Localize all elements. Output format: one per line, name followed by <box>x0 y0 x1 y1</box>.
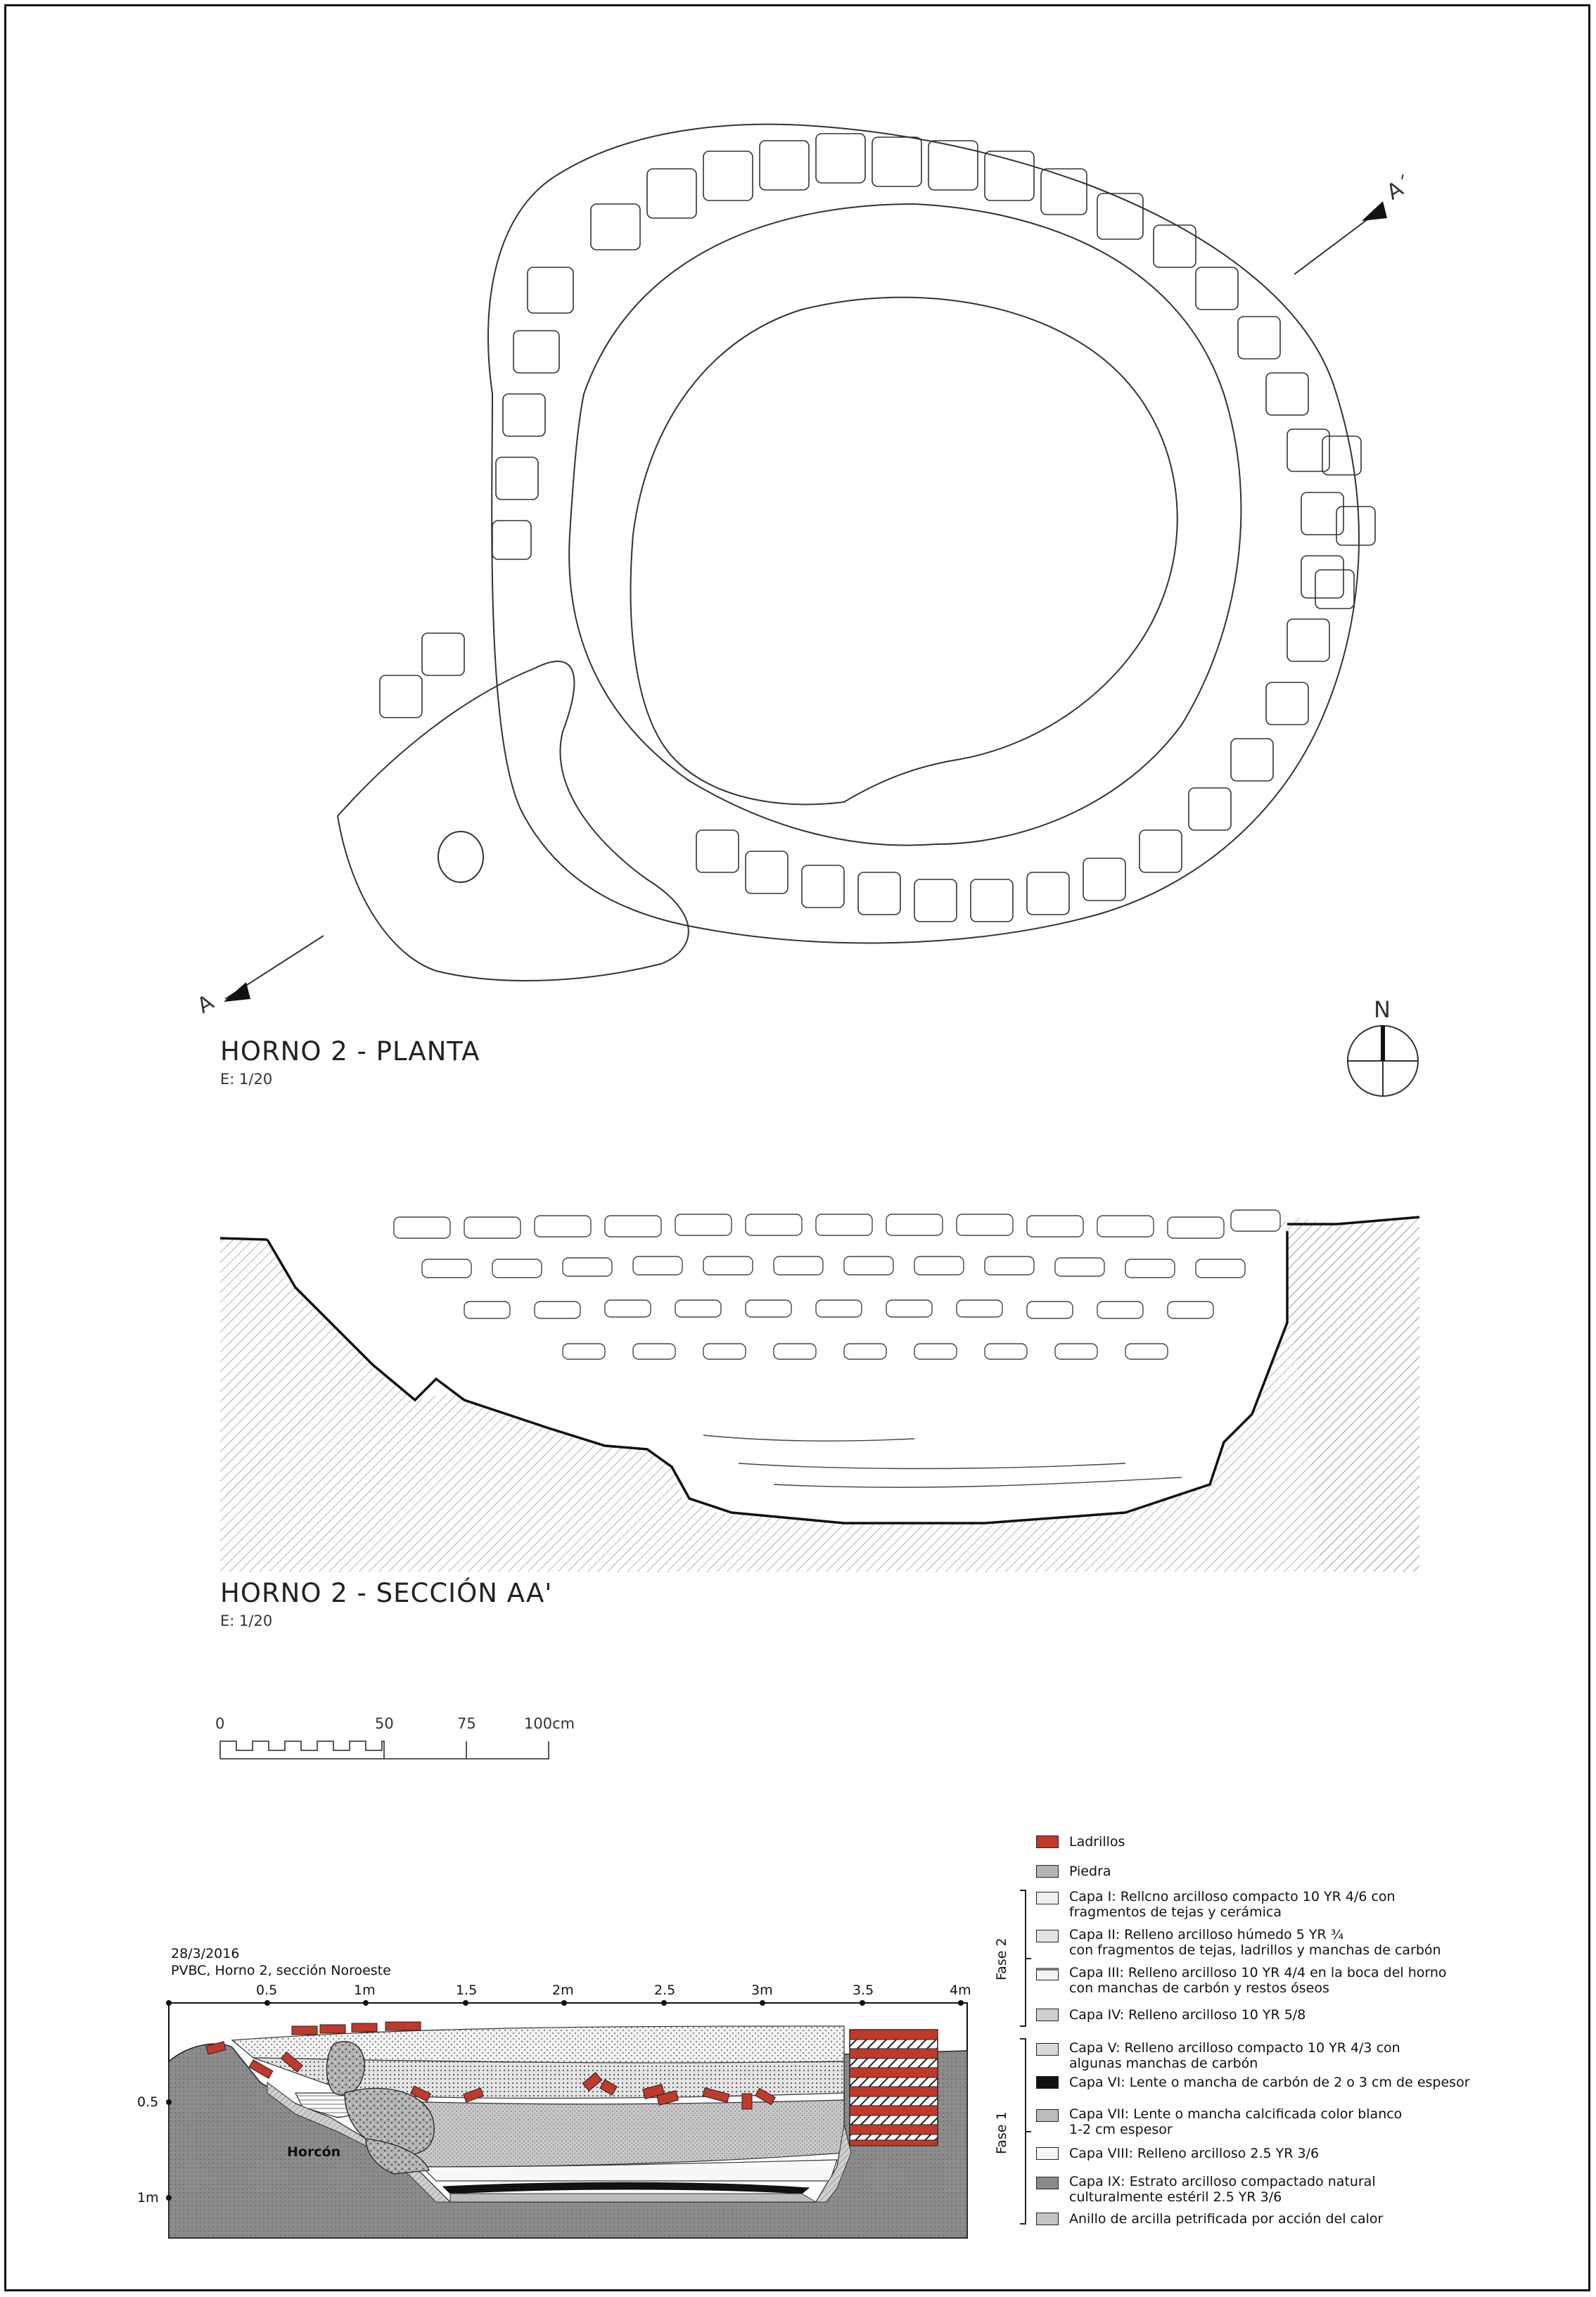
scale-label-50: 50 <box>375 1715 394 1732</box>
legend-swatch-anillo <box>1036 2213 1059 2225</box>
legend-capa-vii-line2: 1-2 cm espesor <box>1069 2122 1173 2137</box>
profile-x-tick-2m: 2m <box>552 1983 574 1998</box>
profile-y-tick-0.5: 0.5 <box>137 2094 159 2110</box>
legend-capa-v: Capa V: Relleno arcilloso compacto 10 YR 4/3 con <box>1069 2040 1400 2056</box>
legend-capa-vi: Capa VI: Lente o mancha de carbón de 2 o 3 cm de espesor <box>1069 2075 1470 2090</box>
section-arrow-a <box>224 982 250 1002</box>
legend-capa-ix: Capa IX: Estrato arcilloso compactado natural <box>1069 2174 1376 2189</box>
profile-x-tick-3.5: 3.5 <box>853 1983 874 1998</box>
legend-capa-ii-line2: con fragmentos de tejas, ladrillos y manchas de carbón <box>1069 1942 1441 1958</box>
legend-fase-2: Fase 2 <box>994 1938 1009 1980</box>
legend-capa-ii: Capa II: Relleno arcilloso húmedo 5 YR ¾ <box>1069 1927 1344 1942</box>
legend-swatch-capa-vii <box>1036 2109 1059 2122</box>
legend-swatch-capa-v <box>1036 2043 1059 2056</box>
plan-stones <box>380 134 1375 922</box>
legend-capa-ix-line2: culturalmente estéril 2.5 YR 3/6 <box>1069 2189 1282 2205</box>
legend-swatch-capa-ix <box>1036 2177 1059 2189</box>
profile-caption: PVBC, Horno 2, sección Noroeste <box>171 1963 391 1978</box>
plan-title: HORNO 2 - PLANTA <box>220 1036 480 1067</box>
legend-anillo: Anillo de arcilla petrificada por acción del calor <box>1069 2211 1384 2227</box>
scale-label-0: 0 <box>215 1715 225 1732</box>
section-label-a-prime: A´ <box>1382 171 1417 205</box>
legend-capa-viii: Capa VIII: Relleno arcilloso 2.5 YR 3/6 <box>1069 2146 1320 2161</box>
profile-date: 28/3/2016 <box>171 1946 240 1961</box>
profile-x-tick-0.5: 0.5 <box>256 1983 278 1998</box>
profile-x-tick-4m: 4m <box>950 1983 971 1998</box>
legend-capa-iv: Capa IV: Relleno arcilloso 10 YR 5/8 <box>1069 2007 1306 2023</box>
section-view <box>220 1210 1419 1572</box>
legend-swatch-capa-iv <box>1036 2009 1059 2021</box>
legend-capa-i-line2: fragmentos de tejas y cerámica <box>1069 1904 1282 1920</box>
legend-swatch-piedra <box>1036 1865 1059 1878</box>
north-arrow <box>1348 1026 1418 1096</box>
profile-drawing <box>166 2000 967 2238</box>
profile-y-tick-1m: 1m <box>137 2190 159 2206</box>
scale-label-75: 75 <box>457 1715 476 1732</box>
section-scale: E: 1/20 <box>220 1612 273 1629</box>
legend-swatch-ladrillos <box>1036 1835 1059 1848</box>
scale-bar-graphic <box>220 1741 549 1759</box>
plan-scale: E: 1/20 <box>220 1071 273 1088</box>
legend-capa-iii-line2: con manchas de carbón y restos óseos <box>1069 1980 1329 1996</box>
profile-x-tick-1m: 1m <box>354 1983 376 1998</box>
section-title: HORNO 2 - SECCIÓN AA' <box>220 1578 553 1608</box>
profile-capa-vii <box>450 2194 816 2202</box>
section-arrow-a-prime <box>1362 201 1387 221</box>
north-label: N <box>1374 996 1391 1023</box>
legend-capa-i: Capa I: Rellcno arcilloso compacto 10 YR 4/6 con <box>1069 1889 1396 1904</box>
legend-piedra: Piedra <box>1069 1864 1111 1879</box>
plan-outer-ring <box>488 125 1359 943</box>
legend-ladrillos: Ladrillos <box>1069 1834 1125 1850</box>
profile-x-tick-2.5: 2.5 <box>654 1983 676 1998</box>
legend-swatch-capa-viii <box>1036 2147 1059 2160</box>
scale-label-100: 100cm <box>524 1715 575 1732</box>
profile-feature-label: Horcón <box>287 2144 341 2160</box>
plan-mouth <box>338 661 689 981</box>
legend-fase-1: Fase 1 <box>994 2111 1009 2154</box>
legend-swatch-capa-ii <box>1036 1930 1059 1942</box>
legend-capa-iii: Capa III: Relleno arcilloso 10 YR 4/4 en la boca del horno <box>1069 1965 1447 1980</box>
profile-x-tick-3m: 3m <box>751 1983 773 1998</box>
plan-inner-chamber <box>569 204 1241 846</box>
legend-capa-vii: Capa VII: Lente o mancha calcificada color blanco <box>1069 2106 1403 2122</box>
legend-swatch-capa-vi <box>1036 2076 1059 2089</box>
legend-braces <box>1020 1890 1031 2224</box>
plan-view <box>224 125 1387 1002</box>
section-label-a: A <box>193 990 218 1019</box>
legend-swatch-capa-iii <box>1036 1968 1059 1980</box>
plan-floor <box>631 298 1177 805</box>
section-line-a-prime <box>1294 211 1379 274</box>
legend-swatch-capa-i <box>1036 1892 1059 1904</box>
profile-brick-stack <box>850 2030 938 2146</box>
legend-capa-v-line2: algunas manchas de carbón <box>1069 2056 1258 2071</box>
profile-x-tick-1.5: 1.5 <box>456 1983 478 1998</box>
